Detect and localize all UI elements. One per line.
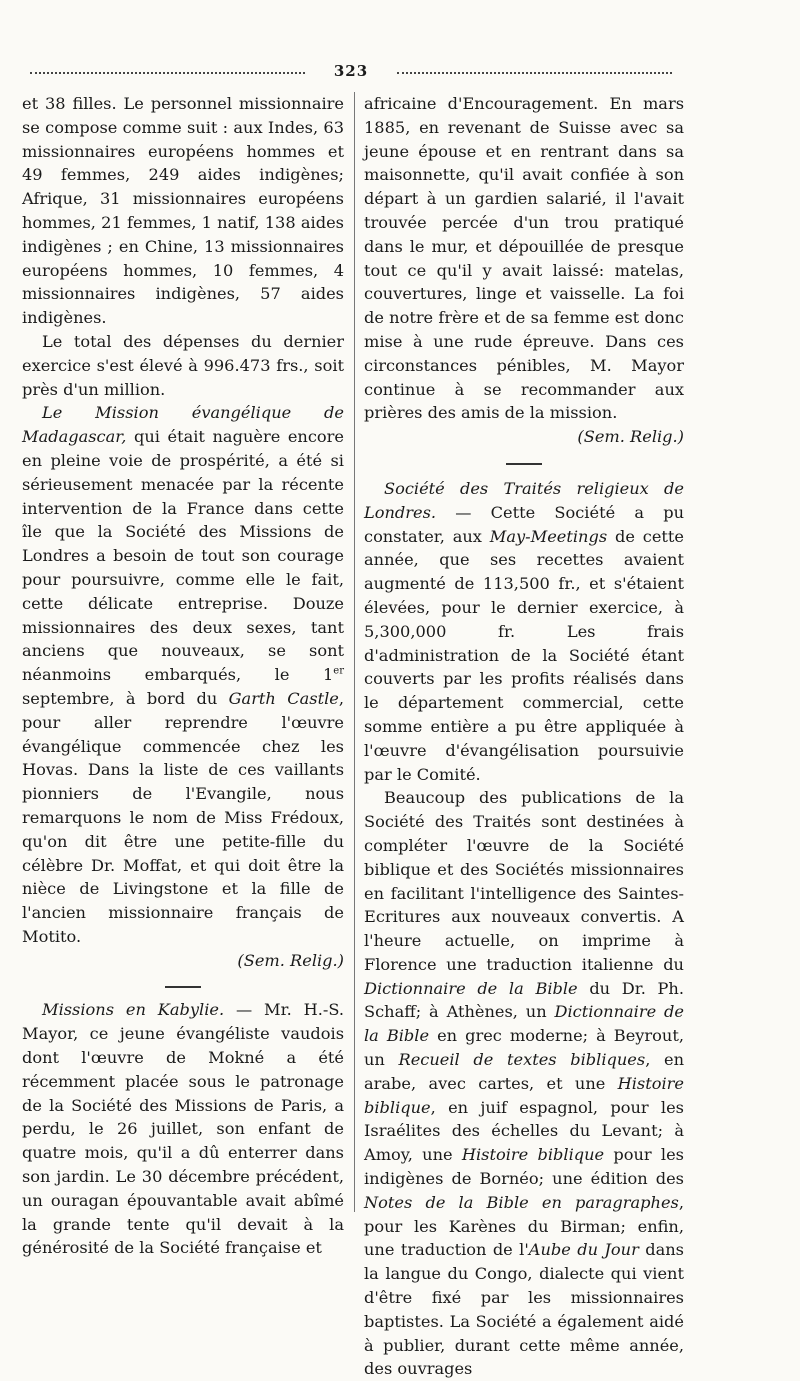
left-column (22, 92, 344, 1260)
may-meetings: May-Meetings (489, 526, 608, 546)
paragraph-text: septembre, à bord du (22, 688, 229, 708)
section-separator (506, 463, 542, 465)
paragraph-text: , pour les Karènes du Birman; enfin, une traduction de l' (364, 1192, 684, 1260)
article-title-madagascar: Le Mission évangélique de Madagascar, (22, 403, 344, 447)
section-separator (165, 986, 201, 988)
book-title: Dictionnaire de la Bible (364, 1002, 684, 1046)
paragraph-traites (364, 477, 684, 786)
paragraph-text: , en arabe, avec cartes, et une (364, 1050, 685, 1093)
ship-name: Garth Castle (228, 688, 339, 708)
source-attribution: (Sem. Relig.) (577, 427, 684, 447)
header-rule-right (397, 72, 672, 74)
article-title-traites: Société des Traités religieux de Londres. (364, 478, 684, 522)
paragraph-text: , en juif espagnol, pour les Israélites des échelles du Levant; à Amoy, une (364, 1097, 684, 1165)
right-column (364, 92, 684, 1381)
ordinal-superscript: er (333, 665, 344, 677)
paragraph-madagascar (22, 401, 344, 972)
book-title: Dictionnaire de la Bible (364, 978, 578, 998)
book-title: Aube du Jour (528, 1240, 639, 1260)
paragraph-publications (364, 786, 684, 1381)
paragraph-total (22, 330, 344, 401)
article-title-kabylie: Missions en Kabylie. (42, 1000, 225, 1020)
source-attribution: (Sem. Relig.) (237, 950, 344, 970)
paragraph-mayor (364, 92, 684, 449)
book-title: Histoire biblique (461, 1145, 605, 1165)
page-number: 323 (333, 62, 369, 80)
paragraph-text: pour les indigènes de Bornéo; une édition des (364, 1145, 684, 1189)
book-title: Histoire biblique (364, 1073, 684, 1117)
paragraph-text: du Dr. Ph. Schaff; à Athènes, un (364, 978, 684, 1022)
paragraph-text: — Cette Société a pu constater, aux (364, 502, 684, 546)
paragraph-personnel (22, 92, 344, 330)
paragraph-text: — Mr. H.-S. Mayor, ce jeune évangéliste vaudois dont l'œuvre de Mokné a été récemment placée sous le patronage de la Société des Missions de Paris, a perdu, le 26 juillet, son enfant de quatre mois, qu'il a dû enterrer dans son jardin. Le 30 décembre précédent, un ouragan épouvantable avait abîmé la grande tente qu'il devait à la générosité de la Société française et (22, 1000, 344, 1258)
book-title: Recueil de textes bibliques (398, 1050, 646, 1070)
paragraph-text: Le total des dépenses du dernier exercice s'est élevé à 996.473 frs., soit près d'un million. (22, 331, 344, 399)
paragraph-text: de cette année, que ses recettes avaient augmenté de 113,500 fr., et s'étaient élevées, pour le dernier exercice, à 5,300,000 fr. Les frais d'administration de la Société étant couverts par les profits réalisés dans le département commercial, cette somme entière a pu être appliquée à l'œuvre d'évangélisation poursuivie par le Comité. (364, 526, 684, 784)
paragraph-kabylie (22, 998, 344, 1260)
paragraph-text: qui était naguère encore en pleine voie de prospérité, a été si sérieusement menacée par la récente intervention de la France dans cette île que la Société des Missions de Londres a besoin de tout son courage pour poursuivre, comme elle le fait, cette délicate entreprise. Douze missionnaires des deux sexes, tant anciens que nouveaux, se sont néanmoins embarqués, le 1 (22, 427, 344, 685)
column-divider (354, 92, 355, 1212)
page-header (30, 62, 672, 82)
paragraph-text: en grec moderne; à Beyrout, un (364, 1026, 684, 1070)
paragraph-text: , pour aller reprendre l'œuvre évangélique commencée chez les Hovas. Dans la liste de ces vaillants pionniers de l'Evangile, nous remarquons le nom de Miss Frédoux, qu'on dit être une petite-fille du célèbre Dr. Moffat, et qui doit être la nièce de Livingstone et la fille de l'ancien missionnaire français de Motito. (22, 688, 344, 946)
book-title: Notes de la Bible en paragraphes (364, 1192, 679, 1212)
paragraph-text: dans la langue du Congo, dialecte qui vient d'être fixé par les missionnaires baptistes. La Société a également aidé à publier, durant cette même année, des ouvrages (364, 1240, 684, 1379)
paragraph-text: africaine d'Encouragement. En mars 1885, en revenant de Suisse avec sa jeune épouse et en rentrant dans sa maisonnette, qu'il avait confiée à son départ à un gardien salarié, il l'avait trouvée percée d'un trou pratiqué dans le mur, et dépouillée de presque tout ce qu'il y avait laissé: matelas, couvertures, linge et vaisselle. La foi de notre frère et de sa femme est donc mise à une rude épreuve. Dans ces circonstances pénibles, M. Mayor continue à se recommander aux prières des amis de la mission. (364, 94, 684, 423)
paragraph-text: Beaucoup des publications de la Société des Traités sont destinées à compléter l'œuvre de la Société biblique et des Sociétés missionnaires en facilitant l'intelligence des Saintes-Ecritures aux nouveaux convertis. A l'heure actuelle, on imprime à Florence une traduction italienne du (364, 788, 684, 974)
paragraph-text: et 38 filles. Le personnel missionnaire se compose comme suit : aux Indes, 63 missionnaires européens hommes et 49 femmes, 249 aides indigènes; Afrique, 31 missionnaires européens hommes, 21 femmes, 1 natif, 138 aides indigènes ; en Chine, 13 missionnaires européens hommes, 10 femmes, 4 missionnaires indigènes, 57 aides indigènes. (22, 94, 344, 328)
